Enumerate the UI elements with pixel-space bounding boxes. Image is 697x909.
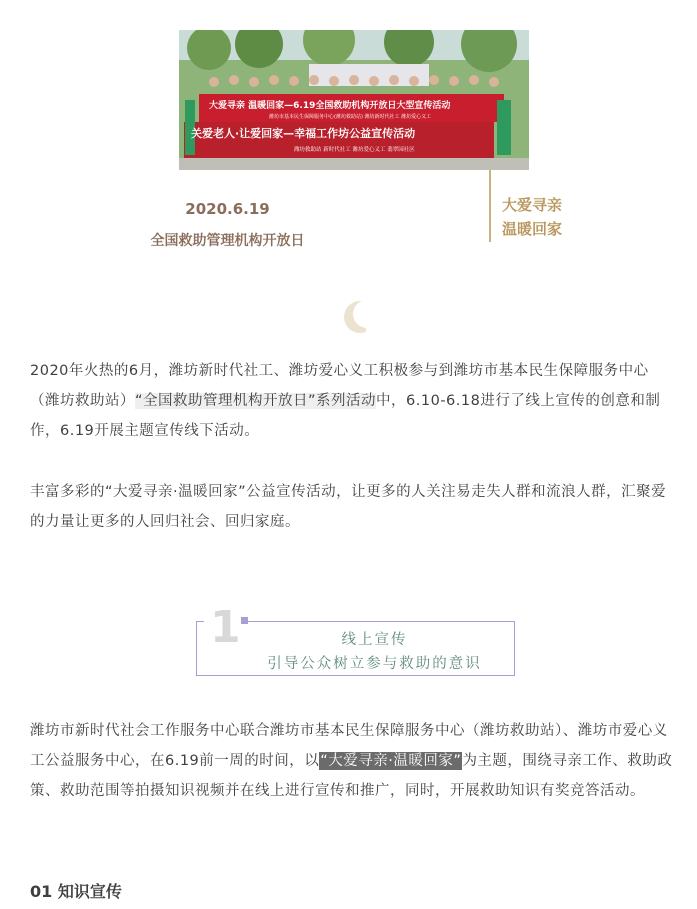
subsection-heading: 01 知识宣传 [30, 882, 122, 901]
banner-top-subtext: 潍坊市基本民生保障服务中心(潍坊救助站) 潍坊新时代社工 潍坊爱心义工 [269, 114, 432, 120]
banner-bottom-subtext: 潍坊救助站 新时代社工 潍坊爱心义工 翡翠园社区 [294, 147, 415, 153]
intro-text-a: 2020年火热的6月，潍坊新时代社工、潍坊爱心义工积极参与到潍坊市基本民生保障服务中心（潍坊救助站） [30, 363, 649, 409]
banner-bottom-text: 关爱老人·让爱回家—幸福工作坊公益宣传活动 [191, 127, 416, 140]
online-paragraph [30, 716, 676, 806]
intro-highlight: “全国救助管理机构开放日”系列活动 [135, 393, 377, 409]
section-subtitle: 引导公众树立参与救助的意识 [267, 656, 482, 672]
event-date: 2020.6.19 [185, 200, 270, 218]
crescent-moon-icon [342, 300, 366, 338]
online-text-b: 为主题，围绕寻亲工作、救助政策、救助范围等拍摄知识视频并在线上进行宣传和推广，同时，开展救助知识有奖竞答活动。 [30, 753, 673, 799]
section-dot [241, 617, 248, 624]
intro-text-b: 中，6.10-6.18进行了线上宣传的创意和制作，6.19开展主题宣传线下活动。 [30, 393, 661, 439]
banner-top-text: 大爱寻亲 温暖回家—6.19全国救助机构开放日大型宣传活动 [209, 101, 451, 111]
event-name: 全国救助管理机构开放日 [150, 233, 305, 249]
side-caption-line1: 大爱寻亲 [502, 196, 563, 214]
section-number: 1 [204, 603, 247, 653]
online-text-a: 潍坊市新时代社会工作服务中心联合潍坊市基本民生保障服务中心（潍坊救助站）、潍坊市爱心义工公益服务中心，在6.19前一周的时间，以 [30, 723, 668, 769]
online-highlight: “大爱寻亲·温暖回家” [320, 753, 462, 769]
event-photo [179, 30, 529, 170]
section-title: 线上宣传 [341, 632, 408, 648]
caption-divider [489, 170, 491, 242]
activity-paragraph: 丰富多彩的“大爱寻亲·温暖回家”公益宣传活动，让更多的人关注易走失人群和流浪人群，汇聚爱的力量让更多的人回归社会、回归家庭。 [30, 484, 667, 530]
side-caption [502, 193, 562, 241]
intro-paragraph [30, 356, 676, 446]
side-caption-line2: 温暖回家 [502, 220, 563, 238]
